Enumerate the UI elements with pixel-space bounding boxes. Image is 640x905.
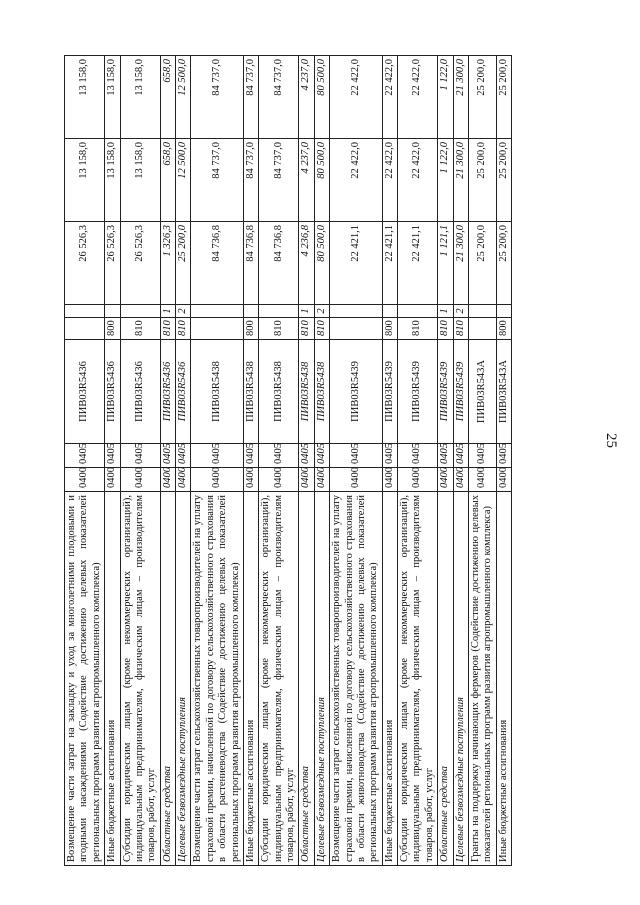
cell-gr: 0400 [330, 468, 383, 492]
cell-year1: 22 421,1 [382, 222, 397, 305]
cell-name: Субсидии юридическим лицам (кроме некоммерческих организаций), индивидуальным предпринимателям, физическим лицам – производителям товаров, работ, услуг [120, 492, 160, 866]
table-row [330, 56, 383, 866]
cell-year3: 84 737,0 [259, 56, 299, 139]
cell-cs: ПИВ03R5439 [382, 340, 397, 444]
cell-gr: 0400 [453, 468, 468, 492]
cell-year3: 13 158,0 [65, 56, 105, 139]
cell-no [191, 305, 244, 318]
cell-vr [330, 318, 383, 340]
cell-name: Областные средства [299, 492, 314, 866]
cell-year1: 25 200,0 [496, 222, 511, 305]
cell-gr: 0400 [160, 468, 175, 492]
cell-no [120, 305, 160, 318]
cell-year2: 22 422,0 [398, 139, 438, 222]
cell-year3: 25 200,0 [496, 56, 511, 139]
cell-rz: 0405 [65, 444, 105, 468]
cell-rz: 0405 [314, 444, 329, 468]
cell-name: Возмещение части затрат на закладку и уход за многолетними плодовыми и ягодными насаждениями (Содействие достижению целевых показателей региональных программ развития агропромышленного комплекса) [65, 492, 105, 866]
cell-cs: ПИВ03R5438 [259, 340, 299, 444]
cell-name: Субсидии юридическим лицам (кроме некоммерческих организаций), индивидуальным предпринимателям, физическим лицам – производителям товаров, работ, услуг [259, 492, 299, 866]
cell-year1: 1 326,3 [160, 222, 175, 305]
cell-cs: ПИВ03R543А [468, 340, 496, 444]
cell-gr: 0400 [176, 468, 191, 492]
cell-vr: 810 [453, 318, 468, 340]
cell-year3: 4 237,0 [299, 56, 314, 139]
cell-year3: 658,0 [160, 56, 175, 139]
cell-gr: 0400 [398, 468, 438, 492]
cell-rz: 0405 [243, 444, 258, 468]
cell-cs: ПИВ03R5438 [314, 340, 329, 444]
cell-name: Иные бюджетные ассигнования [382, 492, 397, 866]
cell-year2: 25 200,0 [468, 139, 496, 222]
cell-gr: 0400 [120, 468, 160, 492]
cell-gr: 0400 [496, 468, 511, 492]
cell-cs: ПИВ03R5436 [176, 340, 191, 444]
cell-year2: 25 200,0 [496, 139, 511, 222]
table-row [299, 56, 314, 866]
cell-gr: 0400 [299, 468, 314, 492]
cell-vr: 810 [120, 318, 160, 340]
cell-year3: 80 500,0 [314, 56, 329, 139]
cell-cs: ПИВ03R543А [496, 340, 511, 444]
cell-year2: 4 237,0 [299, 139, 314, 222]
table-row [176, 56, 191, 866]
cell-rz: 0405 [438, 444, 453, 468]
cell-year3: 84 737,0 [191, 56, 244, 139]
cell-vr: 810 [314, 318, 329, 340]
table-row [468, 56, 496, 866]
cell-rz: 0405 [176, 444, 191, 468]
table-row [191, 56, 244, 866]
cell-year1: 80 500,0 [314, 222, 329, 305]
cell-cs: ПИВ03R5438 [243, 340, 258, 444]
cell-year3: 13 158,0 [105, 56, 120, 139]
cell-gr: 0400 [382, 468, 397, 492]
cell-year1: 84 736,8 [243, 222, 258, 305]
cell-year2: 12 500,0 [176, 139, 191, 222]
cell-year1: 26 526,3 [65, 222, 105, 305]
cell-name: Возмещение части затрат сельскохозяйственных товаропроизводителей на уплату страховой премии, начисленной по договору сельскохозяйственного страхования в области животноводства (Содействие достижению целевых показателей региональных программ развития агропромышленного комплекса) [330, 492, 383, 866]
cell-year2: 658,0 [160, 139, 175, 222]
cell-year1: 84 736,8 [191, 222, 244, 305]
cell-year2: 21 300,0 [453, 139, 468, 222]
cell-year2: 1 122,0 [438, 139, 453, 222]
cell-vr [191, 318, 244, 340]
cell-year1: 22 421,1 [398, 222, 438, 305]
cell-year1: 25 200,0 [176, 222, 191, 305]
cell-name: Целевые безвозмездные поступления [314, 492, 329, 866]
cell-name: Областные средства [160, 492, 175, 866]
page-number: 25 [603, 433, 619, 448]
cell-rz: 0405 [330, 444, 383, 468]
cell-cs: ПИВ03R5438 [299, 340, 314, 444]
cell-year2: 22 422,0 [330, 139, 383, 222]
cell-gr: 0400 [65, 468, 105, 492]
cell-year3: 13 158,0 [120, 56, 160, 139]
cell-vr: 800 [105, 318, 120, 340]
cell-no [243, 305, 258, 318]
cell-year1: 1 121,1 [438, 222, 453, 305]
cell-name: Субсидии юридическим лицам (кроме некоммерческих организаций), индивидуальным предпринимателям, физическим лицам – производителям товаров, работ, услуг [398, 492, 438, 866]
cell-year2: 84 737,0 [191, 139, 244, 222]
budget-table [64, 55, 512, 866]
cell-vr: 810 [438, 318, 453, 340]
cell-year1: 26 526,3 [120, 222, 160, 305]
table-row [105, 56, 120, 866]
cell-gr: 0400 [438, 468, 453, 492]
cell-year3: 1 122,0 [438, 56, 453, 139]
cell-year3: 22 422,0 [330, 56, 383, 139]
cell-name: Иные бюджетные ассигнования [496, 492, 511, 866]
cell-year3: 84 737,0 [243, 56, 258, 139]
cell-rz: 0405 [496, 444, 511, 468]
cell-year3: 12 500,0 [176, 56, 191, 139]
table-body [65, 56, 512, 866]
cell-gr: 0400 [468, 468, 496, 492]
table-row [243, 56, 258, 866]
cell-no [259, 305, 299, 318]
cell-vr: 810 [160, 318, 175, 340]
cell-no [398, 305, 438, 318]
cell-rz: 0405 [191, 444, 244, 468]
cell-rz: 0405 [105, 444, 120, 468]
cell-vr: 810 [299, 318, 314, 340]
cell-no: 1 [299, 305, 314, 318]
cell-gr: 0400 [191, 468, 244, 492]
cell-rz: 0405 [259, 444, 299, 468]
table-row [398, 56, 438, 866]
cell-year2: 84 737,0 [259, 139, 299, 222]
cell-vr: 810 [398, 318, 438, 340]
cell-rz: 0405 [160, 444, 175, 468]
cell-cs: ПИВ03R5439 [398, 340, 438, 444]
cell-year2: 22 422,0 [382, 139, 397, 222]
table-row [259, 56, 299, 866]
cell-rz: 0405 [120, 444, 160, 468]
cell-vr: 800 [382, 318, 397, 340]
cell-year1: 21 300,0 [453, 222, 468, 305]
table-row [453, 56, 468, 866]
cell-no: 1 [160, 305, 175, 318]
cell-cs: ПИВ03R5436 [160, 340, 175, 444]
cell-year1: 84 736,8 [259, 222, 299, 305]
cell-cs: ПИВ03R5439 [330, 340, 383, 444]
cell-cs: ПИВ03R5438 [191, 340, 244, 444]
cell-no [65, 305, 105, 318]
cell-vr: 800 [243, 318, 258, 340]
cell-year1: 26 526,3 [105, 222, 120, 305]
cell-gr: 0400 [243, 468, 258, 492]
table-row [65, 56, 105, 866]
cell-name: Иные бюджетные ассигнования [105, 492, 120, 866]
cell-year3: 25 200,0 [468, 56, 496, 139]
cell-name: Иные бюджетные ассигнования [243, 492, 258, 866]
cell-year2: 80 500,0 [314, 139, 329, 222]
cell-gr: 0400 [105, 468, 120, 492]
cell-vr [65, 318, 105, 340]
cell-year2: 84 737,0 [243, 139, 258, 222]
table-row [120, 56, 160, 866]
cell-rz: 0405 [382, 444, 397, 468]
cell-name: Гранты на поддержку начинающих фермеров (Содействие достижению целевых показателей региональных программ развития агропромышленного комплекса) [468, 492, 496, 866]
cell-no [330, 305, 383, 318]
cell-rz: 0405 [299, 444, 314, 468]
cell-name: Целевые безвозмездные поступления [176, 492, 191, 866]
cell-year1: 4 236,8 [299, 222, 314, 305]
cell-year3: 22 422,0 [398, 56, 438, 139]
cell-cs: ПИВ03R5439 [453, 340, 468, 444]
cell-gr: 0400 [314, 468, 329, 492]
cell-no: 2 [176, 305, 191, 318]
cell-gr: 0400 [259, 468, 299, 492]
cell-vr: 810 [259, 318, 299, 340]
cell-cs: ПИВ03R5436 [65, 340, 105, 444]
cell-no [382, 305, 397, 318]
cell-year2: 13 158,0 [120, 139, 160, 222]
cell-vr: 810 [176, 318, 191, 340]
cell-year3: 21 300,0 [453, 56, 468, 139]
cell-no: 1 [438, 305, 453, 318]
cell-name: Целевые безвозмездные поступления [453, 492, 468, 866]
cell-cs: ПИВ03R5436 [120, 340, 160, 444]
cell-year1: 22 421,1 [330, 222, 383, 305]
cell-year3: 22 422,0 [382, 56, 397, 139]
cell-year2: 13 158,0 [65, 139, 105, 222]
table-row [314, 56, 329, 866]
cell-name: Областные средства [438, 492, 453, 866]
cell-rz: 0405 [453, 444, 468, 468]
cell-name: Возмещение части затрат сельскохозяйственных товаропроизводителей на уплату страховой премии, начисленной по договору сельскохозяйственного страхования в области растениеводства (Содействие достижению целевых показателей региональных программ развития агропромышленного комплекса) [191, 492, 244, 866]
cell-rz: 0405 [468, 444, 496, 468]
cell-vr [468, 318, 496, 340]
cell-year2: 13 158,0 [105, 139, 120, 222]
cell-vr: 800 [496, 318, 511, 340]
cell-no: 2 [453, 305, 468, 318]
cell-no: 2 [314, 305, 329, 318]
table-row [438, 56, 453, 866]
cell-no [468, 305, 496, 318]
cell-cs: ПИВ03R5436 [105, 340, 120, 444]
cell-cs: ПИВ03R5439 [438, 340, 453, 444]
cell-year1: 25 200,0 [468, 222, 496, 305]
rotated-content [64, 61, 512, 866]
table-row [382, 56, 397, 866]
cell-rz: 0405 [398, 444, 438, 468]
cell-no [105, 305, 120, 318]
table-row [496, 56, 511, 866]
cell-no [496, 305, 511, 318]
table-row [160, 56, 175, 866]
